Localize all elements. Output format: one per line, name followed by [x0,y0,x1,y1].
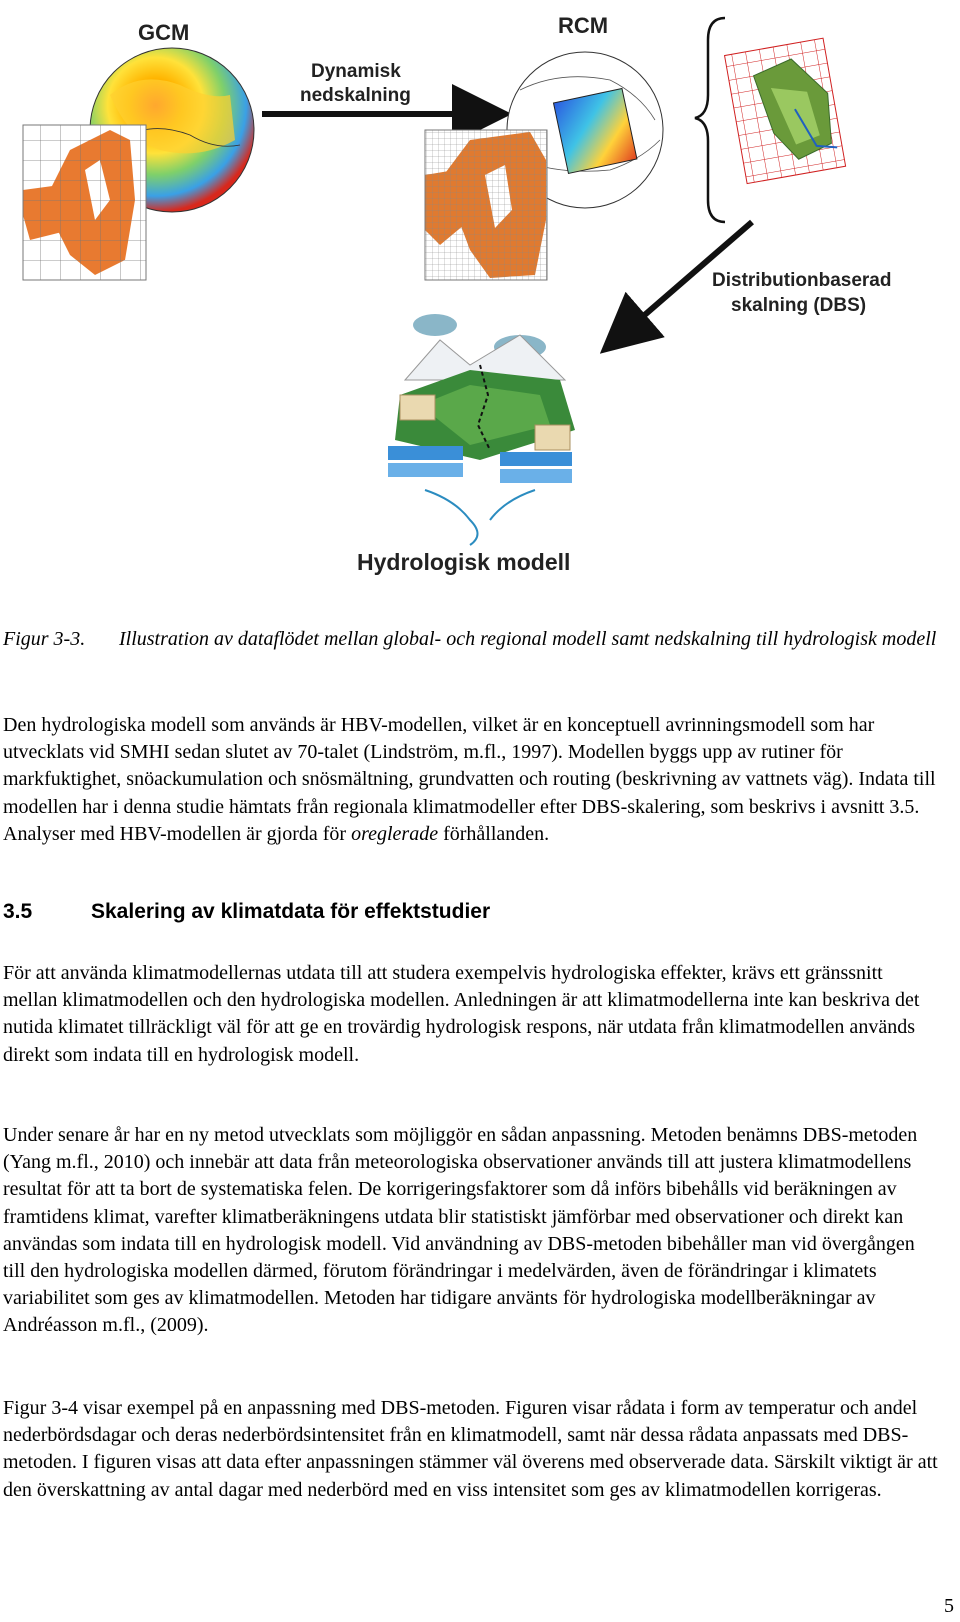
brace [695,18,725,222]
dbs-label-1: Distributionbaserad [712,270,892,291]
caption-text: Illustration av dataflödet mellan global- och regional modell samt nedskalning till hydrologisk modell [119,628,937,650]
catchment-grid [725,38,846,183]
paragraph-figure-3-4: Figur 3-4 visar exempel på en anpassning med DBS-metoden. Figuren visar rådata i form av temperatur och andel nederbördsdagar och deras nederbördsintensitet från en klimatmodell, samt när dessa rådata anpassats med DBS-metoden. I figuren visas att data efter anpassningen stämmer väl överens med observerade data. Särskilt viktigt är att den överskattning av antal dagar med nederbörd med en viss intensitet som ges av klimatmodellen korrigeras. [3,1397,938,1501]
paragraph-interface: För att använda klimatmodellernas utdata till att studera exempelvis hydrologiska effekter, krävs ett gränssnitt mellan klimatmodellen och den hydrologiska modellen. Anledningen är att klimatmodellerna inte kan beskriva det nutida klimatet tillräckligt väl för att ge en trovärdig hydrologisk respons, när utdata från klimatmodellen används direkt som indata till en hydrologisk modell. [3,962,920,1066]
section-heading [3,900,490,924]
caption-number: Figur 3-3. [3,628,86,650]
dynamic-downscaling-arrow [262,61,488,114]
dbs-label-2: skalning (DBS) [731,295,867,316]
dataflow-figure [0,0,960,600]
paragraph-hbv-model [3,712,938,848]
page-number: 5 [944,1595,954,1617]
rcm-label: RCM [558,13,609,38]
section-title: Skalering av klimatdata för effektstudier [91,900,491,923]
paragraph-dbs-method: Under senare år har en ny metod utvecklats som möjliggör en sådan anpassning. Metoden benämns DBS-metoden (Yang m.fl., 2010) och innebär att data från meteorologiska observationer används till att justera klimatmodellens resultat för att ta bort de systematiska felen. De korrigeringsfaktorer som då införs bibehålls vid beräkningen av framtidens klimat, varefter klimatberäkningens utdata blir statistiskt jämförbar med observationer och direkt kan användas som indata till en hydrologisk modell. Vid användning av DBS-metoden bibehåller man vid övergången till den hydrologiska modellen därmed, förutom förändringar i medelvärden, även de förändringar i klimatets variabilitet som ges av klimatmodellen. Metoden har tidigare använts för hydrologiska modellberäkningar av Andréasson m.fl., (2009). [3,1124,918,1337]
gcm-label: GCM [138,20,190,45]
paragraph-hbv-text-a: Den hydrologiska modell som används är HBV-modellen, vilket är en konceptuell avrinningsmodell som har utvecklats vid SMHI sedan slutet av 70-talet (Lindström, m.fl., 1997). Modellen byggs upp av rutiner för markfuktighet, snöackumulation och snösmältning, grundvatten och routing (beskrivning av vattnets väg). Indata till modellen har i denna studie hämtats från regionala klimatmodeller efter DBS-skalering, som beskrivs i avsnitt 3.5. Analyser med HBV-modellen är gjorda för [3,714,936,845]
dbs-arrow [618,222,891,338]
figure-caption [3,626,943,653]
rcm-grid-map [425,130,547,280]
dynamic-downscaling-label-2: nedskalning [300,85,411,106]
dynamic-downscaling-label-1: Dynamisk [311,61,401,82]
hydrological-model-illustration [388,314,575,545]
section-number: 3.5 [3,900,33,923]
paragraph-hbv-emphasis: oreglerade [351,822,439,845]
hydrological-model-label: Hydrologisk modell [357,549,571,575]
paragraph-hbv-text-b: förhållanden. [438,822,550,845]
gcm-grid-map [23,125,146,280]
